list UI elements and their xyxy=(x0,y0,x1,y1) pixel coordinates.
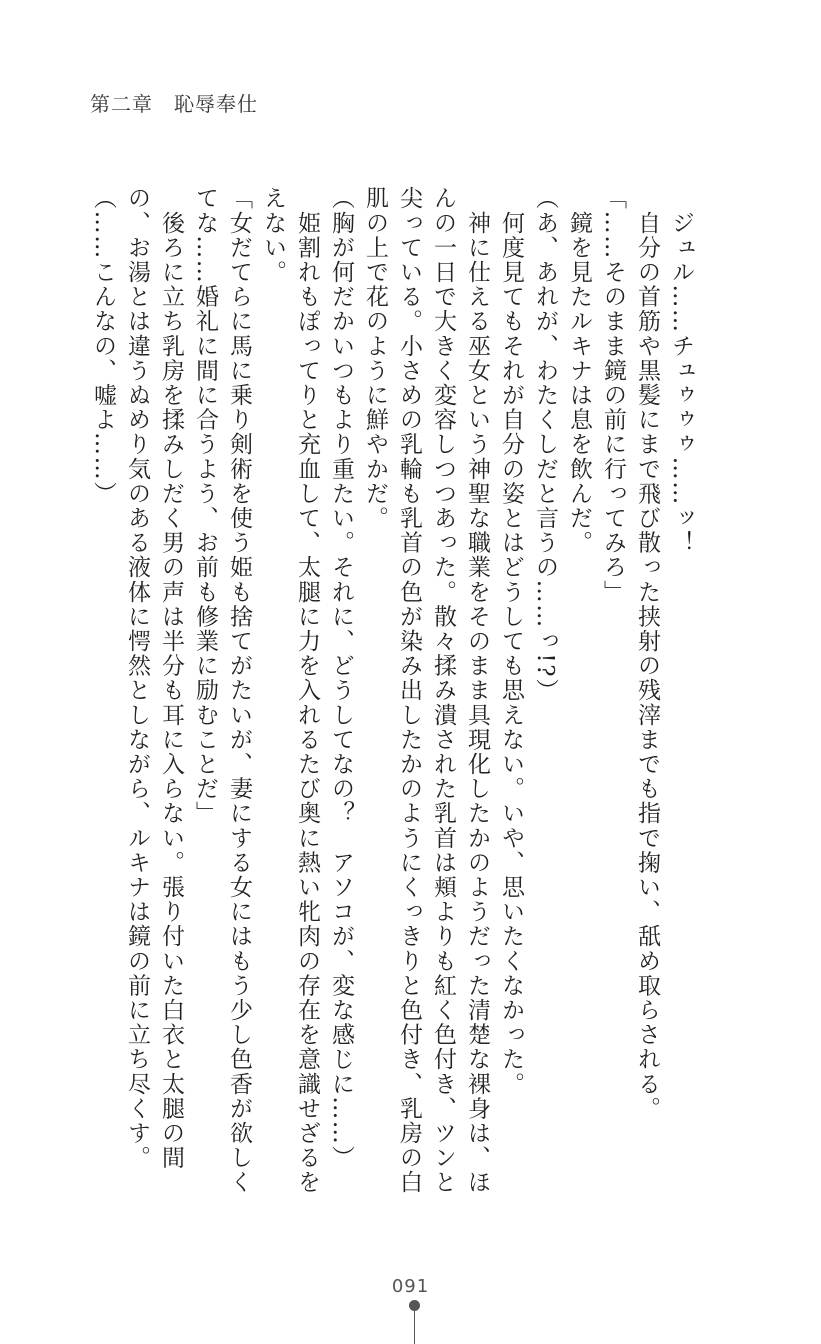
paragraph: （……こんなの、嘘よ……） xyxy=(90,186,116,506)
paragraph: ジュル……チュゥゥゥ……ッ！ xyxy=(668,186,694,555)
paragraph: 鏡を見たルキナは息を飲んだ。 xyxy=(566,186,592,555)
paragraph: （あ、あれが、わたくしだと言うの……っ!?） xyxy=(532,186,558,703)
paragraph: （胸が何だかいつもより重たい。それに、どうしてなの？ アソコが、変な感じに……） xyxy=(328,186,354,1170)
paragraph: 自分の首筋や黒髪にまで飛び散った挟射の残滓までも指で掬い、舐め取らされる。 xyxy=(634,186,660,1121)
paragraph: 何度見てもそれが自分の姿とはどうしても思えない。いや、思いたくなかった。 xyxy=(498,186,524,1097)
folio-line xyxy=(414,1310,415,1344)
paragraph: 「女だてらに馬に乗り剣術を使う姫も捨てがたいが、妻にする女にはもう少し色香が欲しくてな……婚礼に間に合うよう、お前も修業に励むことだ」 xyxy=(192,186,252,1195)
paragraph: 神に仕える巫女という神聖な職業をそのまま具現化したかのようだった清楚な裸身は、ほんの一日で大きく変容しつつあった。散々揉み潰された乳首は頬よりも紅く色付き、ツンと尖っている。小さめの乳輪も乳首の色が染み出したかのようにくっきりと色付き、乳房の白肌の上で花のように鮮やかだ。 xyxy=(362,186,490,1195)
paragraph: 姫割れもぽってりと充血して、太腿に力を入れるたび奥に熱い牝肉の存在を意識せざるをえない。 xyxy=(260,186,320,1195)
page-number: 091 xyxy=(391,1276,430,1297)
folio-marker xyxy=(409,1300,421,1344)
paragraph: 「……そのまま鏡の前に行ってみろ」 xyxy=(600,186,626,605)
body-text xyxy=(86,186,698,1196)
paragraph: 後ろに立ち乳房を揉みしだく男の声は半分も耳に入らない。張り付いた白衣と太腿の間の、お湯とは違うぬめり気のある液体に愕然としながら、ルキナは鏡の前に立ち尽くす。 xyxy=(124,186,184,1170)
chapter-title: 第二章 恥辱奉仕 xyxy=(90,92,258,116)
